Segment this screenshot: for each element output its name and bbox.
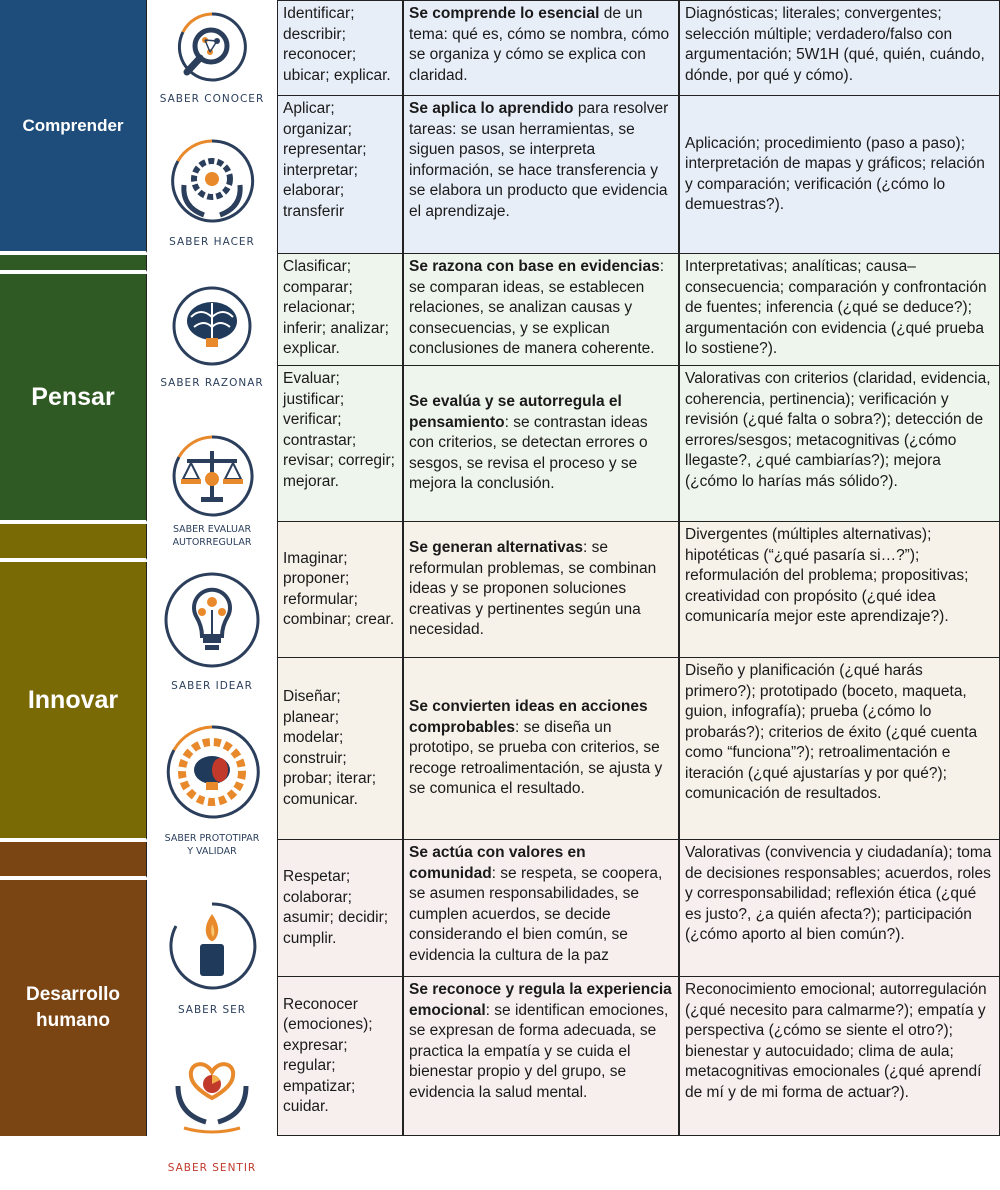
verbs-text: Diseñar; planear; modelar; construir; probar; iterar; comunicar. (283, 688, 377, 808)
gear-brain-icon (147, 722, 277, 822)
lightbulb-icon (147, 568, 277, 672)
verbs-text: Aplicar; organizar; representar; interpretar; elaborar; transferir (283, 100, 367, 220)
verbs-cell (277, 0, 403, 96)
saber-label: SABER SENTIR (167, 1162, 257, 1174)
description-cell (403, 839, 679, 977)
questions-cell (679, 976, 1000, 1136)
questions-cell (679, 253, 1000, 366)
description-bold: Se comprende lo esencial (409, 5, 600, 22)
description-bold: Se convierten ideas en acciones comprobables (409, 698, 648, 736)
dimension-label: Desarrollo humano (26, 984, 120, 1031)
description-bold: Se evalúa y se autorregula el pensamiento (409, 393, 622, 431)
heart-hands-icon (147, 1036, 277, 1136)
verbs-cell (277, 253, 403, 366)
dimension-label: Pensar (31, 382, 115, 411)
questions-text: Valorativas con criterios (claridad, evidencia, coherencia, pertinencia); verificación y revisión (¿qué falta o sobra?); detección de errores/sesgos; metacognitivas (¿cómo llegaste?, ¿qué cambiarías?); mejora (¿cómo lo harías más sólido?). (685, 370, 991, 490)
saber-label: SABER CONOCER (159, 93, 265, 105)
description-text: : se reformulan problemas, se combinan ideas y se proponen soluciones creativas y pertinentes según una necesidad. (409, 539, 657, 639)
dimension-comprender (0, 0, 147, 253)
description-cell (403, 95, 679, 254)
dimension-innovar-top-strip (0, 524, 147, 560)
description-text: de un tema: qué es, cómo se nombra, cómo se organiza y cómo se explica con claridad. (409, 5, 670, 84)
questions-cell (679, 0, 1000, 96)
description-bold: Se generan alternativas (409, 539, 584, 557)
questions-cell (679, 95, 1000, 254)
description-block (409, 392, 673, 495)
description-text: : se respeta, se coopera, se asumen responsabilidades, se cumplen acuerdos, se decide considerando el bien común, se evidencia la cultura de la paz (409, 864, 663, 964)
verbs-cell (277, 365, 403, 522)
verbs-text: Clasificar; comparar; relacionar; inferir; analizar; explicar. (283, 258, 389, 357)
description-cell (403, 657, 679, 840)
description-bold: Se razona con base en evidencias (409, 258, 660, 275)
description-bold: Se reconoce y regula la experiencia emocional (409, 981, 672, 1019)
saber-label: SABER HACER (169, 236, 255, 248)
verbs-text: Imaginar; proponer; reformular; combinar; crear. (283, 549, 395, 628)
questions-cell (679, 839, 1000, 977)
dimension-pensar (0, 274, 147, 522)
verbs-cell (277, 976, 403, 1136)
gear-hands-icon (147, 135, 277, 231)
description-cell (403, 521, 679, 658)
description-text: : se diseña un prototipo, se prueba con criterios, se recoge retroalimentación, se ajusta y se comunica el resultado. (409, 718, 663, 798)
verbs-text: Reconocer (emociones); expresar; regular; empatizar; cuidar. (283, 995, 373, 1115)
questions-text: Divergentes (múltiples alternativas); hipotéticas (“¿qué pasaría si…?”); reformulación del problema; propositivas; creatividad con propósito (¿qué idea comunicaría mejor este aprendizaje?). (685, 526, 969, 625)
saber-label: SABER IDEAR (171, 680, 253, 692)
description-text: : se contrastan ideas con criterios, se detectan errores o sesgos, se revisa el proceso y se mejora la conclusión. (409, 413, 648, 493)
description-block (409, 538, 673, 641)
verbs-text: Evaluar; justificar; verificar; contrastar; revisar; corregir; mejorar. (283, 370, 395, 490)
description-text: para resolver tareas: se usan herramientas, se siguen pasos, se interpreta información, se hace transferencia y se elabora un producto que evidencia el aprendizaje. (409, 100, 669, 220)
description-block (409, 697, 673, 800)
questions-text: Interpretativas; analíticas; causa–consecuencia; comparación y confrontación de fuentes; inferencia (¿qué se deduce?); argumentación con evidencia (¿qué prueba lo sostiene?). (685, 258, 987, 357)
verbs-cell (277, 839, 403, 977)
questions-text: Aplicación; procedimiento (paso a paso); interpretación de mapas y gráficos; relación y comparación; verificación (¿cómo lo demuestras?). (685, 134, 985, 213)
description-cell (403, 976, 679, 1136)
questions-text: Valorativas (convivencia y ciudadanía); toma de decisiones responsables; acuerdos, roles y corresponsabilidad; reflexión ética (¿qué es justo?, ¿a quién afecta?); participación (¿cómo aporto al bien común?). (685, 844, 992, 943)
description-cell (403, 0, 679, 96)
verbs-text: Respetar; colaborar; asumir; decidir; cumplir. (283, 868, 389, 947)
dimension-pensar-top-strip (0, 255, 147, 272)
description-text: : se identifican emociones, se expresan de forma adecuada, se practica la empatía y se cuida el bienestar propio y del grupo, se evidencia la salud mental. (409, 1001, 669, 1101)
dimension-label: Innovar (27, 685, 119, 714)
description-cell (403, 365, 679, 522)
questions-cell (679, 365, 1000, 522)
description-bold: Se aplica lo aprendido (409, 100, 574, 117)
questions-text: Reconocimiento emocional; autorregulación (¿qué necesito para calmarme?); empatía y perspectiva (¿cómo se siente el otro?); bienestar y autocuidado; clima de aula; metacognitivas emocionales (¿qué aprendí de mí y de mi forma de actuar?). (685, 981, 987, 1101)
saber-label: SABER SER (177, 1004, 247, 1016)
saber-label: SABER RAZONAR (160, 377, 264, 389)
dimension-desarrollo-humano (0, 880, 147, 1136)
description-text: : se comparan ideas, se establecen relaciones, se analizan causas y consecuencias, y se explican conclusiones de manera coherente. (409, 258, 665, 357)
saber-label: SABER EVALUAR (172, 524, 252, 535)
description-bold: Se actúa con valores en comunidad (409, 844, 586, 882)
verbs-cell (277, 521, 403, 658)
saber-label: SABER PROTOTIPAR (164, 833, 260, 844)
candle-icon (147, 900, 277, 992)
dimension-innovar (0, 562, 147, 840)
magnifier-network-icon (147, 10, 277, 88)
questions-text: Diagnósticas; literales; convergentes; selección múltiple; verdadero/falso con argumentación; 5W1H (qué, quién, cuándo, dónde, por qué y cómo). (685, 5, 985, 84)
verbs-cell (277, 657, 403, 840)
scales-icon (147, 433, 277, 519)
saber-label-line2: Y VALIDAR (187, 846, 237, 857)
questions-cell (679, 657, 1000, 840)
brain-icon (147, 283, 277, 369)
icon-column (147, 0, 277, 1190)
dimension-label: Comprender (22, 115, 124, 135)
dimension-desarrollo-top-strip (0, 842, 147, 878)
description-cell (403, 253, 679, 366)
questions-cell (679, 521, 1000, 658)
verbs-cell (277, 95, 403, 254)
verbs-text: Identificar; describir; reconocer; ubicar; explicar. (283, 5, 391, 84)
saber-label-line2: AUTORREGULAR (172, 537, 252, 548)
questions-text: Diseño y planificación (¿qué harás primero?); prototipado (boceto, maqueta, guion, infografía); prueba (¿cómo lo probarás?); criterios de éxito (¿qué cuenta como “funciona”?); retroalimentación e iteración (¿qué ajustarías y por qué?); comunicación de resultados. (685, 662, 978, 802)
